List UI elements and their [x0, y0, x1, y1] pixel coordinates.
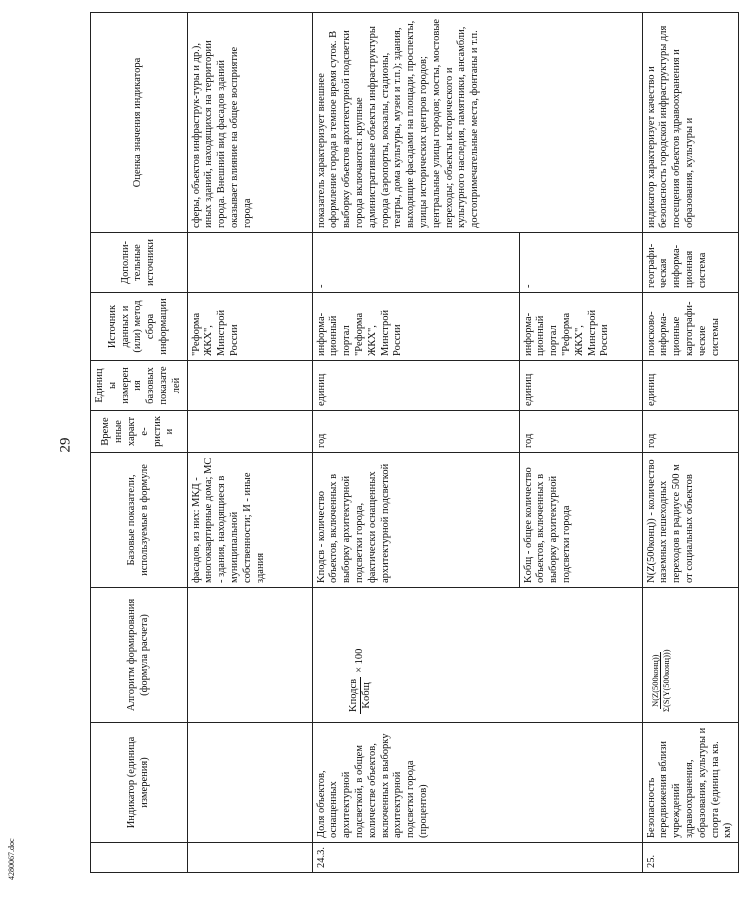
- formula-numerator: N(Z(500конц)): [649, 654, 660, 707]
- header-num: [91, 843, 188, 873]
- cell-eval: индикатор характеризует качество и безопасность городской инфраструктуры для посещения объектов здравоохранения и образования, культуры и: [642, 13, 739, 233]
- header-eval: Оценка значения индикатора: [91, 13, 188, 233]
- cell-num: [187, 843, 312, 873]
- formula-denominator: Σ(S(Y(500конц))): [660, 649, 671, 712]
- document-code: 4280067.doc: [7, 838, 16, 880]
- header-source: Источник данных и (или) метод сбора информации: [91, 293, 188, 361]
- header-extra: Дополни-тельные источники: [91, 233, 188, 293]
- cell-base: N(Z(500конц)) - количество наземных пешеходных переходов в радиусе 500 м от социальных объектов: [642, 453, 739, 588]
- cell-num: 24.3.: [312, 843, 642, 873]
- formula-fraction: [650, 647, 672, 714]
- cell-algorithm: [642, 588, 739, 723]
- header-indicator: Индикатор (единица измерения): [91, 723, 188, 843]
- formula-numerator: Kподсв: [348, 677, 362, 714]
- table-header-row: [91, 13, 188, 873]
- header-units: Единицы измерения базовых показателей: [91, 361, 188, 411]
- formula-denominator: Kобщ: [361, 682, 373, 709]
- table-row-continued: [187, 13, 312, 873]
- header-algorithm: Алгоритм формирования (формула расчета): [91, 588, 188, 723]
- table-row-25: [642, 13, 739, 873]
- cell-units: единиц: [312, 361, 519, 411]
- formula: [348, 592, 375, 714]
- cell-units: единиц: [642, 361, 739, 411]
- cell-num: 25.: [642, 843, 739, 873]
- cell-algorithm: [312, 588, 642, 723]
- header-time: Временные характе-ристики: [91, 411, 188, 453]
- table-row-24-3: [312, 13, 519, 873]
- rotated-table-container: [90, 13, 734, 873]
- cell-time: год: [642, 411, 739, 453]
- page-number: 29: [57, 437, 73, 453]
- cell-indicator: Доля объектов, оснащенных архитектурной подсветкой, в общем количестве объектов, включенных в выборку архитектурной подсветки города (процентов): [312, 723, 642, 843]
- formula-multiplier: × 100: [354, 648, 366, 673]
- cell-units: [187, 361, 312, 411]
- indicator-table: [90, 12, 739, 873]
- cell-indicator: Безопасность передвижения вблизи учреждений здравоохранения, образования, культуры и спорта (единиц на кв. км): [642, 723, 739, 843]
- cell-eval: сферы, объектов инфраструк-туры и др.), иных зданий, находящихся на территории города. Внешний вид фасадов зданий оказывает влияние на общее восприятие города: [187, 13, 312, 233]
- cell-indicator: [187, 723, 312, 843]
- cell-source: информа-ционный портал "Реформа ЖКХ", Минстрой России: [519, 293, 642, 361]
- cell-base: Kподсв - количество объектов, включенных в выборку архитектурной подсветки города, фактически оснащенных архитектурной подсветкой: [312, 453, 519, 588]
- cell-time: год: [312, 411, 519, 453]
- cell-base: Kобщ - общее количество объектов, включенных в выборку архитектурной подсветки города: [519, 453, 642, 588]
- cell-extra: [187, 233, 312, 293]
- cell-extra: -: [519, 233, 642, 293]
- header-base: Базовые показатели, используемые в формуле: [91, 453, 188, 588]
- cell-extra: -: [312, 233, 519, 293]
- cell-source: поисково-информа-ционные картографи-ческие системы: [642, 293, 739, 361]
- cell-units: единиц: [519, 361, 642, 411]
- formula: [650, 592, 672, 714]
- cell-eval: показатель характеризует внешнее оформление города в темное время суток. В выборку объектов архитектурной подсветки города включаются: крупные административные объекты инфраструктуры города (аэропорты, вокзалы, стадионы, театры, дома культуры, музеи и т.п.); здания, выходящие фасадами на площади, проспекты, улицы исторических центров городов; центральные улицы городов; мосты, мостовые переходы; объекты исторического и культурного наследия, памятники, ансамбли, достопримечательные места, фонтаны и т.п.: [312, 13, 642, 233]
- cell-extra: географи-ческая информа-ционная система: [642, 233, 739, 293]
- cell-source: информа-ционный портал "Реформа ЖКХ", Минстрой России: [312, 293, 519, 361]
- formula-fraction: [348, 677, 375, 714]
- cell-algorithm: [187, 588, 312, 723]
- cell-source: "Реформа ЖКХ", Минстрой России: [187, 293, 312, 361]
- cell-base: фасадов, из них: МКД - многоквартирные дома; МС - здания, находящиеся в муниципальной собственности; И - иные здания: [187, 453, 312, 588]
- cell-time: год: [519, 411, 642, 453]
- cell-time: [187, 411, 312, 453]
